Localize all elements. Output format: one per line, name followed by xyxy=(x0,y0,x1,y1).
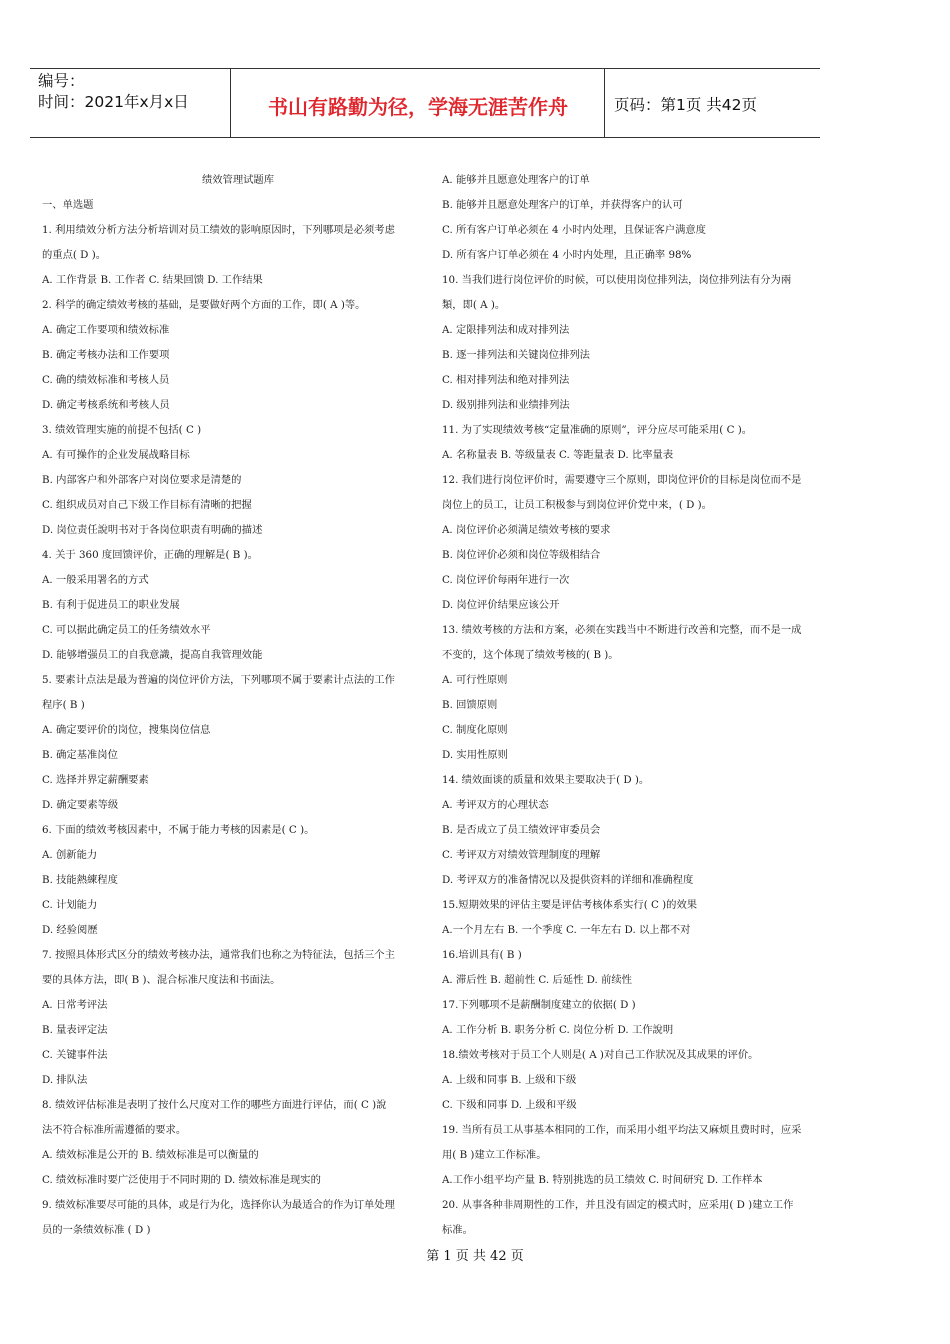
text-line: A.一个月左右 B. 一个季度 C. 一年左右 D. 以上都不对 xyxy=(442,924,691,936)
text-line: A. 确定工作要项和绩效标准 xyxy=(42,324,170,336)
text-line: B. 能够并且愿意处理客户的订单，并获得客户的认可 xyxy=(442,199,683,211)
text-line: 16.培训具有( B ) xyxy=(442,949,522,961)
text-line: 19. 当所有员工从事基本相同的工作，而采用小组平均法又麻烦且费时时，应采 xyxy=(442,1124,802,1136)
text-line: D. 确定要素等级 xyxy=(42,799,119,811)
text-line: C. 下级和同事 D. 上级和平级 xyxy=(442,1099,577,1111)
text-line: D. 级别排列法和业绩排列法 xyxy=(442,399,570,411)
text-line: C. 关键事件法 xyxy=(42,1049,108,1061)
text-line: B. 技能熱練程度 xyxy=(42,874,118,886)
text-line: C. 岗位评价每兩年进行一次 xyxy=(442,574,570,586)
text-line: A. 考评双方的心理状态 xyxy=(442,799,549,811)
text-line: D. 确定考核系统和考核人员 xyxy=(42,399,170,411)
text-line: A. 有可操作的企业发展战略目标 xyxy=(42,449,190,461)
text-line: 9. 绩效标准要尽可能的具体，或是行为化，选择你认为最适合的作为订单处理 xyxy=(42,1199,395,1211)
header-motto: 书山有路勤为径，学海无涯苦作舟 xyxy=(268,95,568,119)
text-line: 标准。 xyxy=(442,1224,473,1236)
header-divider-right xyxy=(604,69,605,137)
text-line: A. 工作背景 B. 工作者 C. 结果回馈 D. 工作结果 xyxy=(42,274,263,286)
text-line: 要的具体方法，即( B )、混合标准尺度法和书面法。 xyxy=(42,974,281,986)
header-divider-left xyxy=(230,69,231,137)
text-line: B. 是否成立了员工绩效评审委员会 xyxy=(442,824,601,836)
text-line: B. 量表评定法 xyxy=(42,1024,108,1036)
text-line: A. 能够并且愿意处理客户的订单 xyxy=(442,174,590,186)
text-line: C. 组织成员对自己下级工作目标有清晰的把握 xyxy=(42,499,252,511)
header-time-label: 时间：2021年x月x日 xyxy=(38,93,189,111)
header-page-info: 页码：第1页 共42页 xyxy=(614,96,758,114)
text-line: C. 选择并界定薪酬要素 xyxy=(42,774,149,786)
text-line: A. 一般采用署名的方式 xyxy=(42,574,149,586)
text-line: 類，即( A )。 xyxy=(442,299,506,311)
text-line: 程序( B ) xyxy=(42,699,85,711)
text-line: B. 确定基准岗位 xyxy=(42,749,118,761)
document-left-column xyxy=(42,168,434,1243)
text-line: A. 上级和同事 B. 上级和下级 xyxy=(442,1074,577,1086)
text-line: 1. 利用绩效分析方法分析培训对员工绩效的影响原因时，下列哪项是必须考虑 xyxy=(42,224,395,236)
document-title: 绩效管理试题库 xyxy=(201,174,275,186)
text-line: 14. 绩效面谈的质量和效果主要取决于( D )。 xyxy=(442,774,650,786)
text-line: 法不符合标准所需遵循的要求。 xyxy=(42,1124,187,1136)
text-line: 12. 我们进行岗位评价时，需要遵守三个原则，即岗位评价的目标是岗位而不是 xyxy=(442,474,802,486)
text-line: D. 实用性原则 xyxy=(442,749,508,761)
text-line: A. 名称量表 B. 等级量表 C. 等距量表 D. 比率量表 xyxy=(442,449,674,461)
text-line: A. 工作分析 B. 职务分析 C. 岗位分析 D. 工作說明 xyxy=(442,1024,674,1036)
text-line: 15.短期效果的评估主要是评估考核体系实行( C )的效果 xyxy=(442,899,698,911)
text-line: B. 有利于促进员工的职业发展 xyxy=(42,599,180,611)
text-line: 6. 下面的绩效考核因素中，不属于能力考核的因素是( C )。 xyxy=(42,824,315,836)
text-line: A. 可行性原则 xyxy=(442,674,508,686)
text-line: 18.绩效考核对于员工个人则是( A )对自己工作狀况及其成果的评价。 xyxy=(442,1049,759,1061)
text-line: B. 逐一排列法和关键岗位排列法 xyxy=(442,349,590,361)
page-header xyxy=(30,68,820,138)
text-line: A. 岗位评价必须满足绩效考核的要求 xyxy=(442,524,611,536)
text-line: 7. 按照具体形式区分的绩效考核办法，通常我们也称之为特征法，包括三个主 xyxy=(42,949,395,961)
text-line: 10. 当我们进行岗位评价的时候，可以使用岗位排列法，岗位排列法有分为兩 xyxy=(442,274,792,286)
text-line: B. 岗位评价必须和岗位等级相结合 xyxy=(442,549,601,561)
text-line: A. 创新能力 xyxy=(42,849,98,861)
text-line: A. 确定要评价的岗位，搜集岗位信息 xyxy=(42,724,211,736)
text-line: D. 岗位评价结果应该公开 xyxy=(442,599,560,611)
text-line: 20. 从事各种非周期性的工作，并且没有固定的模式时，应采用( D )建立工作 xyxy=(442,1199,794,1211)
text-line: C. 考评双方对绩效管理制度的理解 xyxy=(442,849,601,861)
header-meta xyxy=(38,71,230,113)
text-line: 8. 绩效评估标准是表明了按什么尺度对工作的哪些方面进行评估，而( C )說 xyxy=(42,1099,387,1111)
text-line: 用( B )建立工作标准。 xyxy=(442,1149,547,1161)
text-line: B. 回馈原则 xyxy=(442,699,498,711)
text-line: D. 岗位责任說明书对于各岗位职责有明确的描述 xyxy=(42,524,263,536)
text-line: A. 绩效标准是公开的 B. 绩效标准是可以衡量的 xyxy=(42,1149,259,1161)
text-line: 11. 为了实现绩效考核“定量准确的原则”，评分应尽可能采用( C )。 xyxy=(442,424,753,436)
header-number-label: 编号： xyxy=(38,72,85,90)
text-line: C. 绩效标准时要广泛使用于不同时期的 D. 绩效标准是现实的 xyxy=(42,1174,321,1186)
text-line: C. 制度化原则 xyxy=(442,724,508,736)
text-line: 一、单选题 xyxy=(42,199,94,211)
text-line: D. 考评双方的准备情况以及提供资料的详细和准确程度 xyxy=(442,874,694,886)
text-line: D. 所有客户订单必须在 4 小时内处理，且正确率 98% xyxy=(442,249,692,261)
text-line: 13. 绩效考核的方法和方案，必须在实践当中不断进行改善和完整，而不是一成 xyxy=(442,624,802,636)
document-right-column xyxy=(442,168,837,1243)
text-line: D. 排队法 xyxy=(42,1074,88,1086)
text-line: 的重点( D )。 xyxy=(42,249,107,261)
text-line: 17.下列哪项不是薪酬制度建立的依据( D ) xyxy=(442,999,636,1011)
text-line: C. 确的绩效标准和考核人员 xyxy=(42,374,170,386)
text-line: A. 定限排列法和成对排列法 xyxy=(442,324,570,336)
text-line: C. 所有客户订单必须在 4 小时内处理，且保证客户满意度 xyxy=(442,224,706,236)
text-line: 4. 关于 360 度回馈评价，正确的理解是( B )。 xyxy=(42,549,258,561)
text-line: A.工作小组平均产量 B. 特别挑选的员工绩效 C. 时间研究 D. 工作样本 xyxy=(442,1174,763,1186)
text-line: B. 内部客户和外部客户对岗位要求是清楚的 xyxy=(42,474,242,486)
text-line: C. 相对排列法和绝对排列法 xyxy=(442,374,570,386)
text-line: 5. 要素计点法是最为普遍的岗位评价方法，下列哪项不属于要素计点法的工作 xyxy=(42,674,395,686)
text-line: 岗位上的员工，让员工积极参与到岗位评价党中来，( D )。 xyxy=(442,499,712,511)
text-line: A. 日常考评法 xyxy=(42,999,108,1011)
page-footer: 第 1 页 共 42 页 xyxy=(426,1249,524,1264)
text-line: D. 能够增强员工的自我意識，提高自我管理效能 xyxy=(42,649,263,661)
text-line: A. 滞后性 B. 超前性 C. 后延性 D. 前续性 xyxy=(442,974,632,986)
text-line: C. 计划能力 xyxy=(42,899,98,911)
text-line: 2. 科学的确定绩效考核的基础，是要做好两个方面的工作，即( A )等。 xyxy=(42,299,366,311)
text-line: B. 确定考核办法和工作要项 xyxy=(42,349,170,361)
text-line: C. 可以据此确定员工的任务绩效水平 xyxy=(42,624,211,636)
text-line: 不变的，这个体现了绩效考核的( B )。 xyxy=(442,649,619,661)
text-line: D. 经验阅歷 xyxy=(42,924,98,936)
text-line: 员的一条绩效标准 ( D ) xyxy=(42,1224,151,1236)
text-line: 3. 绩效管理实施的前提不包括( C ) xyxy=(42,424,202,436)
